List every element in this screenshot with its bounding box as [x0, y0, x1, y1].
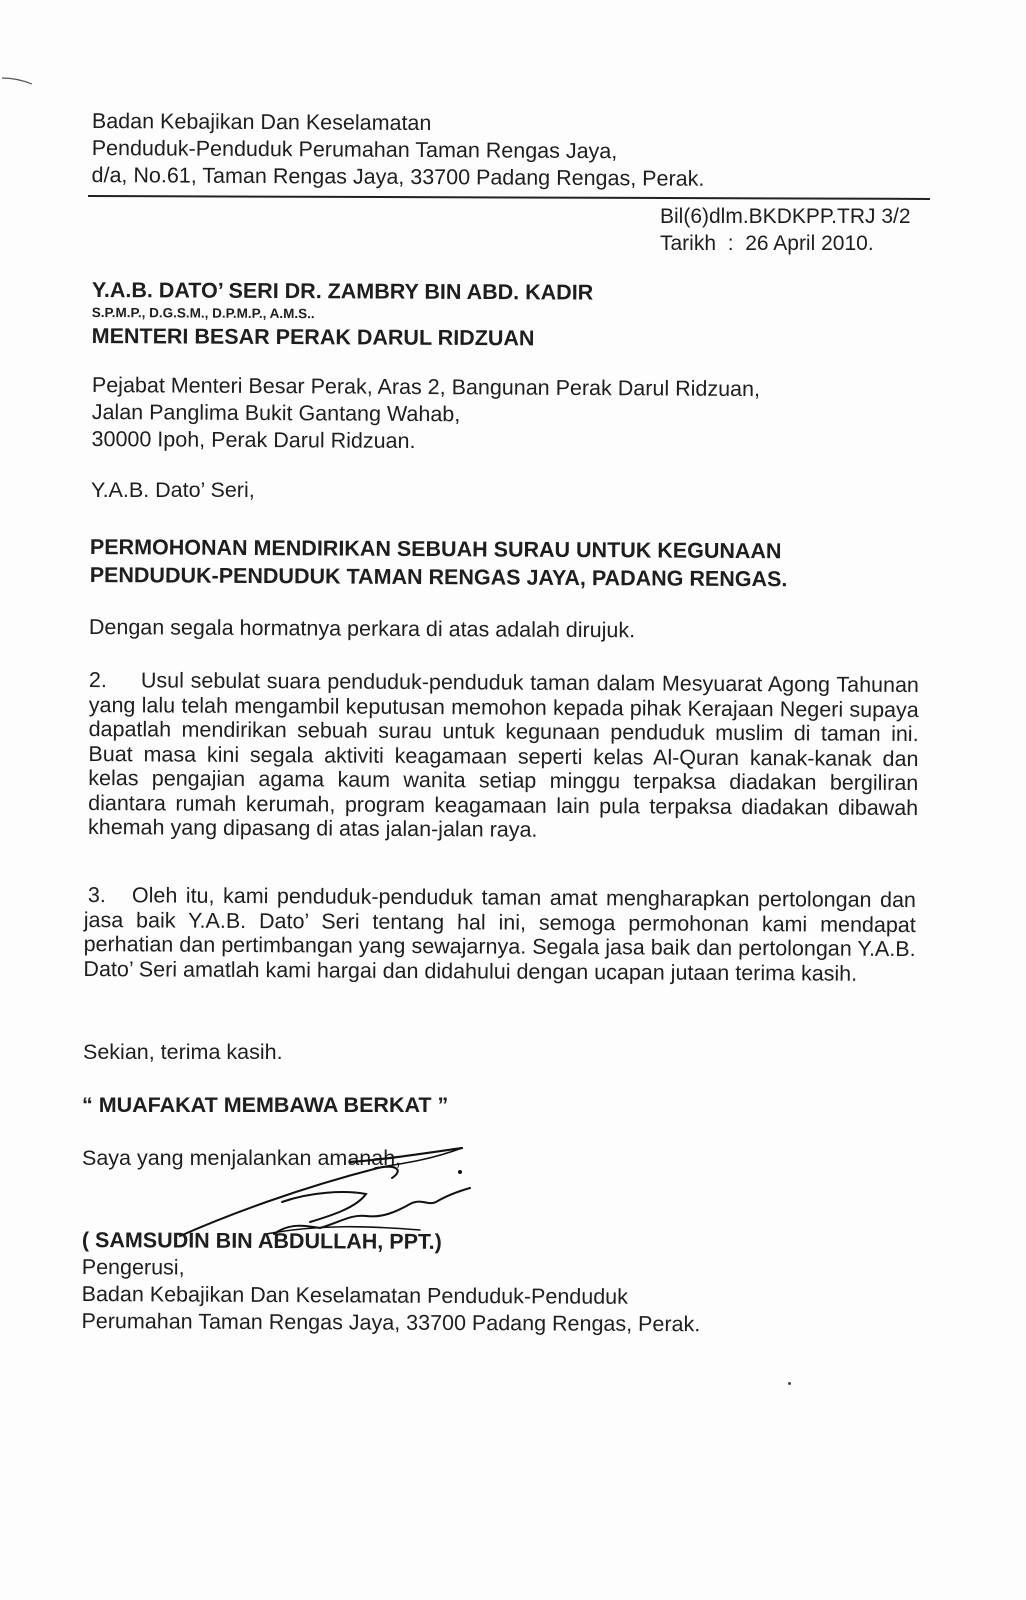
paragraph-2	[88, 668, 919, 845]
paragraph-1: Dengan segala hormatnya perkara di atas adalah dirujuk.	[88, 615, 636, 643]
date-label: Tarikh	[660, 232, 717, 255]
recipient-postnominals: S.P.M.P., D.G.S.M., D.P.M.P., A.M.S..	[91, 304, 315, 322]
salutation: Y.A.B. Dato’ Seri,	[91, 478, 255, 502]
recipient-title: MENTERI BESAR PERAK DARUL RIDZUAN	[91, 323, 535, 351]
closing-line: Sekian, terima kasih.	[83, 1040, 283, 1064]
sender-letterhead	[92, 108, 705, 193]
address-line-1: Pejabat Menteri Besar Perak, Aras 2, Bangunan Perak Darul Ridzuan,	[91, 372, 761, 402]
signer-block	[81, 1227, 700, 1338]
address-line-3: 30000 Ipoh, Perak Darul Ridzuan.	[91, 426, 416, 453]
paragraph-3	[83, 883, 916, 986]
scan-speck	[788, 1382, 791, 1385]
address-line-2: Jalan Panglima Bukit Gantang Wahab,	[91, 399, 461, 427]
scan-mark	[0, 70, 40, 90]
recipient-name: Y.A.B. DATO’ SERI DR. ZAMBRY BIN ABD. KADIR	[91, 278, 594, 305]
date-value: 26 April 2010.	[745, 232, 874, 255]
paragraph-3-number: 3.	[87, 883, 106, 908]
reference-date: Tarikh : 26 April 2010.	[660, 232, 874, 255]
signer-name: ( SAMSUDIN BIN ABDULLAH, PPT.)	[81, 1228, 442, 1254]
sender-line-3: d/a, No.61, Taman Rengas Jaya, 33700 Padang Rengas, Perak.	[91, 162, 705, 191]
subject-line-1: PERMOHONAN MENDIRIKAN SEBUAH SURAU UNTUK KEGUNAAN	[89, 534, 782, 564]
signer-org-line-1: Badan Kebajikan Dan Keselamatan Penduduk-Penduduk	[81, 1281, 628, 1309]
motto: “ MUAFAKAT MEMBAWA BERKAT ”	[82, 1093, 449, 1117]
paragraph-2-text: Usul sebulat suara penduduk-penduduk taman dalam Mesyuarat Agong Tahunan yang lalu telah mengambil keputusan memohon kepada pihak Kerajaan Negeri supaya dapatlah mendirikan sebuah surau untuk kegunaan penduduk muslim di taman ini. Buat masa kini segala aktiviti keagamaan seperti kelas Al-Quran kanak-kanak dan kelas pengajian agama kaum wanita setiap minggu terpaksa diadakan bergiliran diantara rumah kerumah, program keagamaan lain pula terpaksa diadakan dibawah khemah yang dipasang di atas jalan-jalan raya.	[87, 668, 919, 842]
reference-number: Bil(6)dlm.BKDKPP.TRJ 3/2	[660, 205, 911, 228]
reference-block	[660, 203, 911, 257]
subject-line-2: PENDUDUK-PENDUDUK TAMAN RENGAS JAYA, PADANG RENGAS.	[89, 562, 788, 592]
subject-heading	[90, 533, 788, 593]
recipient-block	[92, 277, 594, 352]
paragraph-3-text: Oleh itu, kami penduduk-penduduk taman amat mengharapkan pertolongan dan jasa baik Y.A.B. Dato’ Seri tentang hal ini, semoga permohonan kami mendapat perhatian dan pertimbangan yang sewajarnya. Segala jasa baik dan pertolongan Y.A.B. Dato’ Seri amatlah kami hargai dan didahului dengan ucapan jutaan terima kasih.	[83, 883, 916, 986]
recipient-address	[92, 372, 761, 457]
signoff-line: Saya yang menjalankan amanah,	[82, 1146, 402, 1170]
sender-line-2: Penduduk-Penduduk Perumahan Taman Rengas Jaya,	[91, 135, 618, 164]
letterhead-divider	[88, 195, 930, 200]
signer-position: Pengerusi,	[81, 1254, 185, 1280]
signer-org-line-2: Perumahan Taman Rengas Jaya, 33700 Padang Rengas, Perak.	[81, 1308, 701, 1337]
paragraph-2-number: 2.	[88, 668, 107, 693]
sender-line-1: Badan Kebajikan Dan Keselamatan	[91, 108, 432, 136]
